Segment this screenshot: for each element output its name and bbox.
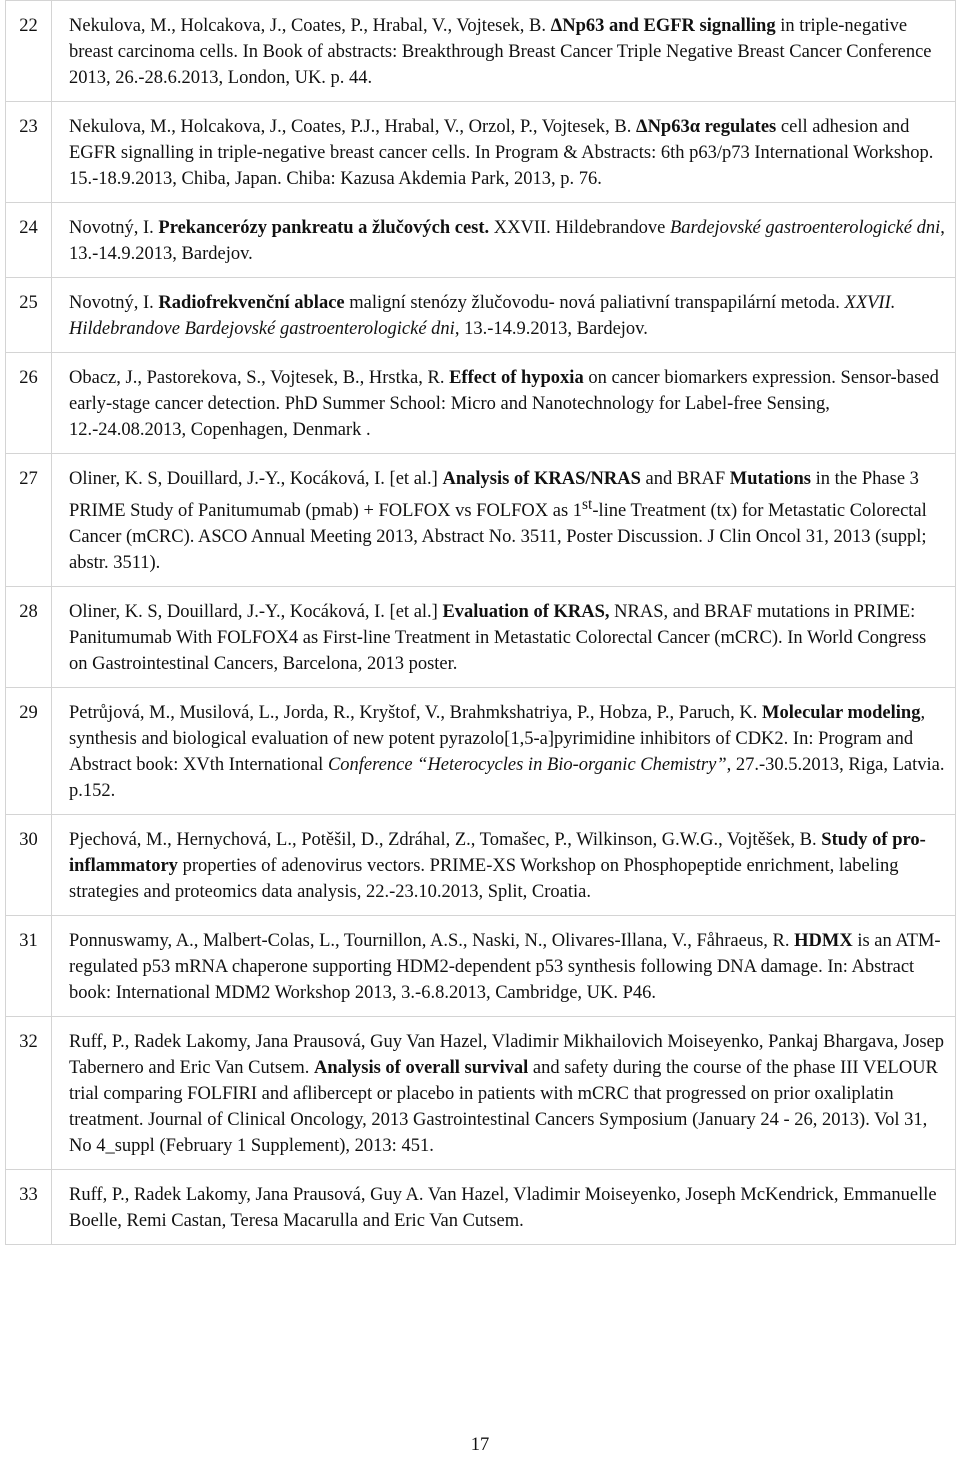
reference-row (6, 353, 956, 454)
reference-text: cell adhesion and EGFR signalling in triple-negative breast cancer cells. In Program & Abstracts: 6th p63/p73 International Workshop. 15.-18.9.2013, Chiba, Japan. Chiba: Kazusa Akdemia Park, 2013, p. 76. (69, 117, 934, 189)
reference-text: on cancer biomarkers expression. Sensor-based early-stage cancer detection. PhD Summer School: Micro and Nanotechnology for Label-free Sensing, 12.-24.08.2013, Copenhagen, Denmark . (69, 368, 939, 440)
reference-number: 30 (6, 815, 52, 916)
reference-number: 32 (6, 1017, 52, 1170)
reference-text: is an ATM-regulated p53 mRNA chaperone supporting HDM2-dependent p53 synthesis following DNA damage. In: Abstract book: International MDM2 Workshop 2013, 3.-6.8.2013, Cambridge, UK. P46. (69, 931, 941, 1004)
reference-number: 23 (6, 102, 52, 203)
reference-entry (52, 1170, 956, 1245)
reference-number: 25 (6, 278, 52, 353)
reference-text: Nekulova, M., Holcakova, J., Coates, P., Hrabal, V., Vojtesek, B. (69, 16, 551, 36)
reference-text: XXVII. Hildebrandove (489, 218, 670, 238)
reference-text: , 13.-14.9.2013, Bardejov. (454, 319, 648, 339)
reference-superscript: st (582, 496, 593, 513)
reference-text: Oliner, K. S, Douillard, J.-Y., Kocáková, I. [et al.] (69, 602, 443, 623)
reference-title-highlight: Mutations (729, 469, 811, 489)
reference-entry (52, 587, 956, 688)
reference-entry (52, 278, 956, 353)
reference-entry (52, 102, 956, 203)
reference-text: in the Phase 3 PRIME Study of Panitumumab (pmab) + FOLFOX vs FOLFOX as 1 (69, 469, 919, 522)
reference-row (6, 587, 956, 688)
reference-table-body (6, 1, 956, 1245)
reference-text: , 13.-14.9.2013, Bardejov. (69, 218, 945, 264)
reference-text: , synthesis and biological evaluation of new potent pyrazolo[1,5-a]pyrimidine inhibitors of CDK2. In: Program and Abstract book: XVth International (69, 703, 926, 776)
reference-entry (52, 688, 956, 815)
reference-row (6, 688, 956, 815)
reference-title-highlight: Study of pro-inflammatory (69, 830, 926, 877)
reference-row (6, 1170, 956, 1245)
reference-row (6, 278, 956, 353)
reference-row (6, 203, 956, 278)
reference-row (6, 1017, 956, 1170)
reference-row (6, 1, 956, 102)
reference-row (6, 916, 956, 1017)
reference-entry (52, 454, 956, 587)
reference-text: Petrůjová, M., Musilová, L., Jorda, R., Kryštof, V., Brahmkshatriya, P., Hobza, P., Paruch, K. (69, 703, 763, 724)
reference-title-highlight: Evaluation of KRAS, (442, 602, 610, 623)
reference-text: Ponnuswamy, A., Malbert-Colas, L., Tournillon, A.S., Naski, N., Olivares-Illana, V., Fåhraeus, R. (69, 931, 795, 952)
reference-number: 22 (6, 1, 52, 102)
reference-text: Novotný, I. (69, 218, 159, 238)
reference-entry (52, 1017, 956, 1170)
reference-entry (52, 203, 956, 278)
reference-number: 27 (6, 454, 52, 587)
reference-table (5, 0, 956, 1245)
reference-text: Obacz, J., Pastorekova, S., Vojtesek, B., Hrstka, R. (69, 368, 450, 388)
reference-venue-italic: XXVII. Hildebrandove Bardejovské gastroenterologické dni (69, 293, 896, 339)
reference-text: maligní stenózy žlučovodu- nová paliativní transpapilární metoda. (344, 293, 845, 313)
reference-number: 33 (6, 1170, 52, 1245)
reference-entry (52, 1, 956, 102)
reference-text: Oliner, K. S, Douillard, J.-Y., Kocáková, I. [et al.] (69, 469, 443, 489)
reference-text: NRAS, and BRAF mutations in PRIME: Panitumumab With FOLFOX4 as First-line Treatment in Metastatic Colorectal Cancer (mCRC). In World Congress on Gastrointestinal Cancers, Barcelona, 2013 poster. (69, 602, 927, 675)
reference-row (6, 454, 956, 587)
reference-text: , 27.-30.5.2013, Riga, Latvia. p.152. (69, 755, 945, 802)
reference-text: Nekulova, M., Holcakova, J., Coates, P.J., Hrabal, V., Orzol, P., Vojtesek, B. (69, 117, 636, 137)
page-number: 17 (470, 1435, 490, 1455)
reference-title-highlight: Effect of hypoxia (449, 368, 584, 388)
reference-number: 24 (6, 203, 52, 278)
reference-text: Pjechová, M., Hernychová, L., Potěšil, D., Zdráhal, Z., Tomašec, P., Wilkinson, G.W.G., Vojtěšek, B. (69, 830, 822, 851)
reference-number: 31 (6, 916, 52, 1017)
reference-text: Ruff, P., Radek Lakomy, Jana Prausová, Guy Van Hazel, Vladimir Mikhailovich Moiseyenko, Pankaj Bhargava, Josep Tabernero and Eric Van Cutsem. (69, 1032, 945, 1079)
reference-entry (52, 815, 956, 916)
reference-row (6, 102, 956, 203)
reference-title-highlight: ΔNp63α regulates (635, 117, 777, 137)
reference-text: Ruff, P., Radek Lakomy, Jana Prausová, Guy A. Van Hazel, Vladimir Moiseyenko, Joseph McKendrick, Emmanuelle Boelle, Remi Castan, Teresa Macarulla and Eric Van Cutsem. (69, 1185, 937, 1232)
reference-number: 26 (6, 353, 52, 454)
reference-text: and BRAF (640, 469, 730, 489)
reference-number: 29 (6, 688, 52, 815)
reference-title-highlight: HDMX (794, 931, 853, 952)
reference-venue-italic: Conference “Heterocycles in Bio-organic Chemistry” (327, 755, 727, 776)
reference-entry (52, 353, 956, 454)
reference-text: and safety during the course of the phase III VELOUR trial comparing FOLFIRI and aflibercept or placebo in patients with mCRC that progressed on prior oxaliplatin treatment. Journal of Clinical Oncology, 2013 Gastrointestinal Cancers Symposium (January 24 - 26, 2013). Vol 31, No 4_suppl (February 1 Supplement), 2013: 451. (69, 1058, 938, 1157)
reference-text: Novotný, I. (69, 293, 159, 313)
reference-text: properties of adenovirus vectors. PRIME-XS Workshop on Phosphopeptide enrichment, labeling strategies and proteomics data analysis, 22.-23.10.2013, Split, Croatia. (69, 856, 899, 903)
reference-text: in triple-negative breast carcinoma cells. In Book of abstracts: Breakthrough Breast Cancer Triple Negative Breast Cancer Conference 2013, 26.-28.6.2013, London, UK. p. 44. (69, 16, 932, 88)
reference-title-highlight: Radiofrekvenční ablace (158, 293, 345, 313)
reference-title-highlight: Analysis of overall survival (313, 1058, 529, 1079)
reference-title-highlight: Molecular modeling (762, 703, 921, 724)
reference-venue-italic: Bardejovské gastroenterologické dni (670, 218, 941, 238)
reference-number: 28 (6, 587, 52, 688)
reference-title-highlight: Analysis of KRAS/NRAS (442, 469, 641, 489)
reference-entry (52, 916, 956, 1017)
reference-title-highlight: Prekancerózy pankreatu a žlučových cest. (158, 218, 490, 238)
reference-row (6, 815, 956, 916)
reference-title-highlight: ΔNp63 and EGFR signalling (550, 16, 776, 36)
reference-text: -line Treatment (tx) for Metastatic Colorectal Cancer (mCRC). ASCO Annual Meeting 2013, Abstract No. 3511, Poster Discussion. J Clin Oncol 31, 2013 (suppl; abstr. 3511). (69, 501, 927, 574)
